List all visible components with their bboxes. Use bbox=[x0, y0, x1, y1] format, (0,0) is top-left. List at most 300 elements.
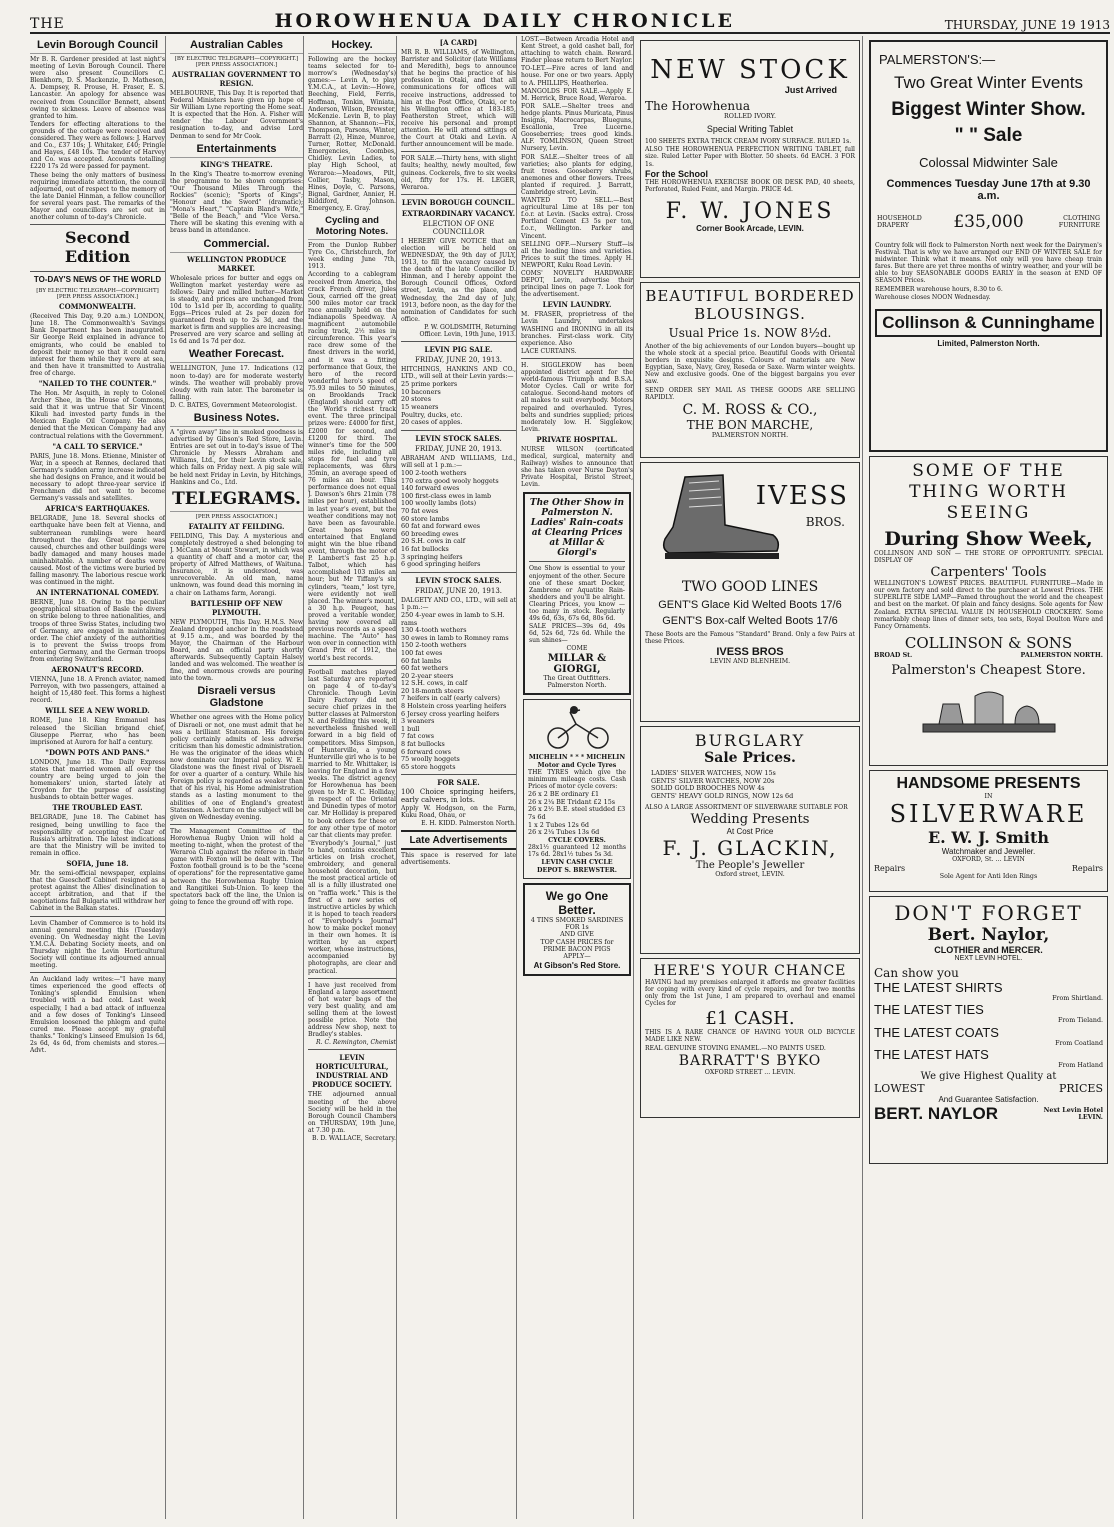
naylor-line-item: THE LATEST TIES bbox=[874, 1002, 984, 1018]
boots-heading: TWO GOOD LINES bbox=[681, 579, 819, 595]
worth-place: PALMERSTON NORTH. bbox=[1020, 651, 1103, 659]
masthead-date: THURSDAY, JUNE 19 1913 bbox=[944, 18, 1110, 32]
michelin-price-row: 26 x 2¼ Tubes 13s 6d bbox=[528, 828, 600, 837]
classified-ad: FOR SALE.—Thirty hens, with slight faults; healthy, newly moulted, few guineas. Cockerels, five to six weeks old, fifty for 17s. H. LEGER, Weraroa. bbox=[401, 155, 516, 191]
collinson-sons-ad bbox=[869, 456, 1108, 766]
jones-address: Corner Book Arcade, LEVIN. bbox=[696, 223, 804, 233]
column-5 bbox=[521, 36, 634, 1519]
burglary-item: GENTS' HEAVY GOLD RINGS, NOW 12s 6d bbox=[651, 791, 794, 800]
palm-hours: REMEMBER warehouse hours, 8.30 to 6. bbox=[875, 285, 1003, 293]
column-2 bbox=[170, 36, 304, 1519]
worth-address-row bbox=[874, 652, 1103, 659]
ross-store: THE BON MARCHE, bbox=[686, 417, 814, 432]
school-heading: For the School bbox=[645, 168, 708, 179]
divider bbox=[30, 972, 165, 973]
late-ads-text: This space is reserved for late advertisements. bbox=[401, 851, 516, 866]
stock-sale2-item: 1 bull bbox=[401, 724, 420, 733]
michelin-ad bbox=[523, 699, 631, 879]
naylor-guarantee: And Guarantee Satisfaction. bbox=[938, 1095, 1039, 1105]
naylor-can: Can show you bbox=[874, 966, 959, 980]
ross-place: PALMERSTON NORTH. bbox=[711, 431, 789, 439]
cycling-source: From the Dunlop Rubber Tyre Co., Christchurch, for week ending June 7th, 1913. bbox=[308, 242, 396, 271]
divider bbox=[401, 194, 516, 195]
divider bbox=[401, 341, 516, 342]
stock-sale2-item: 3 weaners bbox=[401, 717, 435, 726]
news-item-heading: THE TROUBLED EAST. bbox=[52, 803, 143, 813]
divider bbox=[170, 824, 303, 825]
pig-sale-item: 25 prime porkers bbox=[401, 380, 458, 389]
divider bbox=[30, 916, 165, 917]
chance-text: REAL GENUINE STOVING ENAMEL.—NO PAINTS USED. bbox=[645, 1044, 826, 1052]
worth-tools: Carpenters' Tools bbox=[930, 565, 1047, 581]
barratt-ad bbox=[640, 958, 860, 1118]
stock-sale2-item: 6 Jersey cross yearling heifers bbox=[401, 709, 500, 718]
nursery-notice: SELLING OFF.—Nursery Stuff—is all the leading lines and varieties. Prices to suit the times. Apply H. NEWPORT, Kuku Road Levin. bbox=[521, 240, 633, 269]
stock-sale2-list bbox=[401, 612, 516, 771]
wedding-heading: Wedding Presents bbox=[690, 812, 810, 828]
election-heading: ELECTION OF ONE COUNCILLOR bbox=[422, 219, 495, 236]
pig-sale-item: 20 cases of apples. bbox=[401, 418, 463, 427]
news-item-heading: "DOWN POTS AND PANS." bbox=[45, 747, 150, 757]
silver-word: SILVERWARE bbox=[889, 800, 1088, 829]
michelin-cycle-heading: CYCLE COVERS. bbox=[548, 836, 606, 844]
journal-notes: "Everybody's Journal," just to hand, contains excellent articles on Irish crochet, embroidery, and general household decoration, but the most practical article of all is a fully illustrated one on "raffia work." This is the first of a new series of instructive articles by which it is hoped to teach readers of "Everybody's Journal" how to make pocket money in their own homes. It is written by an expert worker, whose instructions, accompanied by photographs, are clear and practical. bbox=[308, 839, 396, 975]
ross-ad bbox=[640, 282, 860, 458]
glackin-ad bbox=[640, 726, 860, 954]
cycling-text: According to a cablegram received from America, the crack French driver, Jules Goux, carried off the great 500 miles motor car track race annually held on the Indianapolis Speedway. A magnificent automobile racing track, 2½ miles in circumference. This year's race drew some of the finest drivers in the world, and it was a fitting performance that Goux, the hero of the record wonderful hero's speed of 75.93 miles to 50 minutes, on Brooklands Track (England) should carry off the World's richest track event. The three principal prizes were: £4000 for first, £2000 for second, and £1200 for third. The winner's time for the 500 miles ride, including all stops for fuel and tyre replacements, was 6hrs 35min, an average speed of 76 miles an hour. This performance does not equal J. Dawson's 6hrs 21min (78 miles per hour), established in last year's event, but the weather conditions may not have been as favourable. Great hopes were entertained that England might win the blue riband event, through the motor of P. Lambert's fast 25 h.p. Talbot, which has accomplished 103 miles an hour; but Mr Tiffany's six cylinders, "team," lost tyre, were evidently not well placed. The winner's mount, a 30 h.p. Peugeot, has proved a veritable wonder, having now covered all previous records as a speed machine. The "Auto" has won over in connection with Grand Prix of 1912, the world's best records. bbox=[308, 271, 396, 662]
press-note: [BY ELECTRIC TELEGRAPH—COPYRIGHT] [PER PRESS ASSOCIATION.] bbox=[36, 288, 159, 301]
hospital-text: NURSE WILSON (certificated medical, surgical, maternity and Railway) wishes to announce that she has taken over Nurse Dayton's Private Hospital, Bristol Street, Levin. bbox=[521, 445, 633, 489]
naylor-line-from: From Hatland bbox=[1058, 1061, 1103, 1069]
stock-sale-item: 3 springing heifers bbox=[401, 552, 463, 561]
palm-sale: " " Sale bbox=[954, 125, 1023, 146]
stock-sale2-item: 150 2-tooth wethers bbox=[401, 641, 467, 650]
cables-press: [BY ELECTRIC TELEGRAPH—COPYRIGHT.] [PER PRESS ASSOCIATION.] bbox=[174, 56, 299, 68]
naylor-line-item: THE LATEST HATS bbox=[874, 1046, 989, 1062]
gibson-apply: APPLY— bbox=[563, 953, 591, 961]
council-paragraph: Tenders for effecting alterations to the grounds of the cottage were received and considered. They were as follows: J. Harvey and Co., £37 10s; J. Whitaker, £40; Pringle and Hayes, £48 10s. The tender of Harvey and Co. was accepted. Accounts totalling £220 17s 2d were passed for payment. bbox=[30, 120, 165, 171]
stock-sale-item: 100 woolly lambs (lots) bbox=[401, 499, 477, 508]
boots-text: These Boots are the Famous "Standard" Brand. Only a few Pairs at these Prices. bbox=[645, 631, 855, 646]
palm-right: CLOTHING FURNITURE bbox=[1058, 214, 1100, 229]
stock-sale2-item: 12 S.H. cows, in calf bbox=[401, 679, 468, 688]
naylor-line-from: From Coatland bbox=[1055, 1039, 1103, 1047]
news-item-heading: "NAILED TO THE COUNTER." bbox=[38, 379, 157, 388]
news-item-text: Mr. the semi-official newspaper, explains that the Gueschoff Cabinet resigned as a protest against the Allies' disinclination to accept arbitration, and that if the negotiations fail Bulgaria will withdraw her Cabinet in the Balkan states. bbox=[30, 869, 165, 913]
entertainments-text: In the King's Theatre to-morrow evening the programme to be shown comprises: "Our Thousand Miles Through the Rockies" (scenic); "Sports of Kings"; "Honour and the Sword" (dramatic); "Mona's Heart," "Captain Bland's Wife," "Belle of the Beach," and "Vice Versa." There will be skating this evening with a brass band in attendance. bbox=[170, 170, 303, 235]
stock-brand: The Horowhenua bbox=[645, 99, 751, 113]
naylor-prices: PRICES bbox=[1058, 1082, 1103, 1096]
horticultural-text: THE adjourned annual meeting of the above Society will be held in the Borough Council Chambers on THURSDAY, 19th June, at 7.30 p.m. bbox=[308, 1091, 396, 1134]
hockey-text: Following are the hockey teams selected for to-morrow's (Wednesday's) games:— Levin A, to play Y.M.C.A., at Levin:—Howe, Beeching, Field, Ferris, Hoffman, Tonkin, Winiata, Anderson, Wilson, Brewster, McKenzie. Levin B, to play Shannon, at Shannon:—Fix, Thompson, Parsons, Winter, Barratt (2), Hinze, Munroe, Turner, Rotter, McDonald. Emergencies, Coombes, Chidley. Levin Ladies, to play High School, at Weraroa:—Meadows, Pilt, Collier, Tasby, Mason, Hines, Doyle, C. Parsons, Bignal, Gardner, Annier, H. Riddiford, Johnson. Emergency, E. Gray. bbox=[308, 56, 396, 212]
ivess-bros: BROS. bbox=[805, 515, 845, 529]
chance-heading: HERE'S YOUR CHANCE bbox=[653, 963, 847, 979]
naylor-hotel: NEXT LEVIN HOTEL. bbox=[954, 955, 1023, 962]
hospital-heading: PRIVATE HOSPITAL. bbox=[536, 434, 618, 444]
ivess-ad bbox=[640, 462, 860, 722]
for-sale-heading: FOR SALE. bbox=[437, 778, 480, 788]
naylor-name: Bert. Naylor, bbox=[927, 925, 1050, 945]
smith-trade: Watchmaker and Jeweller. bbox=[941, 847, 1036, 857]
burglary-item: LADIES' SILVER WATCHES, NOW 15s bbox=[651, 769, 776, 777]
michelin-cycle-text: 28x1½ guaranteed 12 months 17s 6d. 28x1½ tubes 5s 3d. bbox=[528, 844, 626, 859]
weather-text: WELLINGTON, June 17. Indications (12 noon to-day) are for moderate westerly winds. The weather will probably prove cloudy with rain later. The barometer is falling. bbox=[170, 365, 303, 401]
hockey-heading: Hockey. bbox=[308, 39, 396, 54]
naylor-next bbox=[1044, 1107, 1103, 1122]
silver-heading: HANDSOME PRESENTS bbox=[896, 775, 1081, 792]
michelin-heading: MICHELIN * * * MICHELIN Motor and Cycle Tyres bbox=[528, 754, 626, 769]
palm-place: Limited, Palmerston North. bbox=[937, 338, 1040, 348]
ross-name: C. M. ROSS & CO., bbox=[682, 401, 818, 418]
worth-name: COLLINSON & SONS bbox=[904, 633, 1073, 652]
naylor-footer: BERT. NAYLOR bbox=[874, 1104, 999, 1124]
news-item-heading: AN INTERNATIONAL COMEDY. bbox=[36, 588, 159, 598]
chamber-notice: Levin Chamber of Commerce is to hold its annual general meeting this (Tuesday) evening. On Wednesday night the Levin Y.M.C.A. Debating Society meets, and on Thursday night the Levin Horticultural Society will continue its adjourned annual meeting. bbox=[30, 919, 165, 970]
millar-giorgi-ad bbox=[523, 492, 631, 695]
shelter-trees-notice-2: FOR SALE.—Shelter trees of all varieties; also plants for edging, fruit trees. Gooseberry shrubs, anemones and other flowers. Trees planted if required. J. Barratt, Cambridge street, Levin. bbox=[521, 153, 633, 196]
michelin-price-row: 26 x 2¼ BE Tridant £2 15s bbox=[528, 797, 616, 806]
news-item-heading: AFRICA'S EARTHQUAKES. bbox=[45, 504, 150, 514]
divider bbox=[308, 978, 396, 979]
laundry-heading: LEVIN LAUNDRY. bbox=[542, 300, 612, 310]
glackin-trade: The People's Jeweller bbox=[695, 860, 805, 872]
news-item-text: ROME, June 18. King Emmanuel has released the Sicilian brigand chief, Giuseppe Pierrar, who has been imprisoned at Aurora for half a century. bbox=[30, 717, 165, 746]
weather-signature: D. C. BATES, Government Meteorologist. bbox=[170, 401, 298, 409]
naylor-line bbox=[874, 980, 1103, 1002]
stock-sale-item: 140 forward ewes bbox=[401, 484, 460, 493]
gibson-line: PRIME BACON PIGS bbox=[543, 946, 611, 954]
chance-text: HAVING had my premises enlarged it affords me greater facilities for coping with every kind of cycle repairs, and for two months only from the 1st June, I am prepared to overhaul and enamel Cycles for bbox=[645, 979, 855, 1008]
divider bbox=[529, 561, 625, 562]
michelin-price-list bbox=[528, 791, 626, 837]
stock-tablet: Special Writing Tablet bbox=[706, 124, 794, 135]
mangolds-notice: MANGOLDS FOR SALE.—Apply E. M. Herrick, Bruce Road, Weraroa. bbox=[521, 87, 633, 102]
divider bbox=[30, 271, 165, 272]
naylor-line-item: THE LATEST COATS bbox=[874, 1024, 999, 1040]
horticultural-heading: LEVIN HORTICULTURAL, INDUSTRIAL AND PRODUCE SOCIETY. bbox=[312, 1053, 392, 1090]
stock-sale2-item: 130 4-tooth wethers bbox=[401, 626, 467, 635]
stock-sale-item: 70 fat ewes bbox=[401, 507, 439, 515]
naylor-trade: CLOTHIER and MERCER. bbox=[934, 945, 1043, 955]
smith-repairs: Repairs bbox=[874, 863, 906, 873]
for-sale-text: 100 Choice springing heifers, early calvers, in lots. bbox=[401, 788, 516, 804]
millar-place: Palmerston North. bbox=[547, 682, 607, 690]
remington-signature: R. C. Remington, Chemist bbox=[316, 1039, 396, 1047]
naylor-give: We give Highest Quality at bbox=[920, 1071, 1057, 1083]
stock-sale2-heading: LEVIN STOCK SALES. bbox=[415, 575, 502, 585]
news-item-text: LONDON, June 18. The Daily Express states that married women all over the country are being urged to join the homemakers' union, started lately at Croydon for the purpose of assisting husbands to obtain better wages. bbox=[30, 758, 165, 802]
stock-sale-item: 100 2-tooth wethers bbox=[401, 469, 467, 478]
burglary-heading: BURGLARY bbox=[694, 731, 806, 750]
stock-sale-date: FRIDAY, JUNE 20, 1913. bbox=[414, 444, 502, 453]
news-item-text: PARIS, June 18. Mons. Etienne, Minister of War, in a speech at Rennes, declared that Germany's sudden army increase indicated she had designs on France, and it would be necessary to adopt three-year service if Frenchmen did not want to become Germany's vassals and satellites. bbox=[30, 452, 165, 503]
divider bbox=[308, 1049, 396, 1050]
stock-sale-item: 6 good springing heifers bbox=[401, 560, 481, 569]
palm-name: Collinson & Cunninghame bbox=[875, 309, 1102, 337]
council-paragraph: These being the only matters of business requiring immediate attention, the council adjourned, out of respect to the memory of the late Daniel Hinman, a fellow councillor for several years past. The remarks of the Mayor and councillors are set out in another column of to-day's Chronicle. bbox=[30, 171, 165, 222]
motor-agent-notice: H. SIGGLEKOW has been appointed district agent for the world-famous Triumph and B.S.A. Motor Cycles. Call or write for catalogue. Second-hand motors of all makes to suit everybody. Motors repaired and overhauled. Tyres, belts and sundries supplied; prices moderately low. H. Sigglekow, Levin. bbox=[521, 361, 633, 433]
worth-cheap: Palmerston's Cheapest Store. bbox=[891, 663, 1086, 679]
palm-date: Commences Tuesday June 17th at 9.30 a.m. bbox=[886, 178, 1091, 202]
column-6 bbox=[638, 36, 863, 1519]
naylor-list bbox=[874, 980, 1103, 1069]
stock-sale2-item: 8 fat bullocks bbox=[401, 740, 445, 749]
smith-agent: Sole Agent for Anti Iden Rings bbox=[939, 872, 1038, 880]
gibson-line: TOP CASH PRICES for bbox=[540, 938, 614, 946]
news-item-text: BELGRADE, June 18. Several shocks of earthquake have been felt at Vienna, and subterranean rumblings were heard throughout the day. Great panic was caused, churches and other buildings were badly damaged and many houses made uninhabitable. A number of deaths were caused. Most of the victims were buried by falling masonry. The laborious rescue work was continued in the night. bbox=[30, 515, 165, 587]
naylor-forget: DON'T FORGET bbox=[894, 901, 1083, 925]
glackin-name: F. J. GLACKIN, bbox=[662, 836, 838, 861]
ivess-name: IVESS BROS bbox=[716, 646, 784, 659]
council-heading: Levin Borough Council bbox=[30, 39, 165, 54]
edition-heading: Second Edition bbox=[64, 228, 131, 267]
naylor-levin: LEVIN. bbox=[1078, 1114, 1103, 1122]
naylor-line-from: From Shirtland. bbox=[1052, 995, 1103, 1002]
world-news-heading: TO-DAY'S NEWS OF THE WORLD bbox=[33, 275, 162, 285]
burglary-sub: Sale Prices. bbox=[704, 750, 796, 766]
news-item-heading: COMMONWEALTH. bbox=[59, 302, 136, 312]
masthead-left: THE bbox=[30, 16, 65, 32]
stock-sale-heading: LEVIN STOCK SALES. bbox=[415, 433, 502, 443]
divider bbox=[30, 224, 165, 225]
stock-sale2-item: 7 fat cows bbox=[401, 732, 435, 741]
worth-street: BROAD St. bbox=[874, 651, 913, 659]
election-signature: P. W. GOLDSMITH, Returning Officer. Levin, 19th June, 1913. bbox=[419, 323, 516, 338]
palm-amount-row bbox=[877, 212, 1100, 232]
weather-heading: Weather Forecast. bbox=[170, 348, 303, 363]
palm-heading: PALMERSTON'S:— bbox=[879, 52, 996, 67]
naylor-ad bbox=[869, 896, 1108, 1164]
stock-sale-item: 170 extra good wooly hoggets bbox=[401, 476, 499, 485]
masthead-title: HOROWHENUA DAILY CHRONICLE bbox=[274, 10, 735, 32]
divider bbox=[401, 774, 516, 775]
stock-sale2-item: 20 18-month steers bbox=[401, 686, 464, 695]
stock-sale2-item: 30 ewes in lamb to Romney rams bbox=[401, 633, 509, 642]
telegram-text: NEW PLYMOUTH, This Day. H.M.S. New Zealand dropped anchor in the roadstead at 9.15 a.m., and was boarded by the Mayor, the Chairman of the Harbour Board, and an official party shortly afterwards. Subsequently Captain Halsey landed and was welcomed. The weather is fine, and enormous crowds are pouring into the town. bbox=[170, 618, 303, 683]
commercial-text: Wholesale prices for butter and eggs on Wellington market yesterday were as follows: Dairy and milled butter—Market is steady, and prices are unchanged from 10d to 1s1d per lb, according to quality. Eggs—Prices ruled at 2s per dozen for guaranteed fresh up to 2s 3d, and the market is firm and supplies are increasing. Preserved are very scarce and selling at 1s 6d and 1s 7d per doz. bbox=[170, 274, 303, 346]
naylor-line bbox=[874, 1025, 1103, 1047]
chance-price: £1 CASH. bbox=[705, 1008, 795, 1030]
rugby-text: The Management Committee of the Horowhenua Rugby Union will hold a meeting to-night, when the protest of the Weraroa Club against the referee in their game with Foxton will be dealt with. The Foxton football ground is to be the "scene of operations" for the representative game between the Horowhenua Rugby Union and Rangitikei Sub-Union. To keep the spectators back off the line, the Union is going to fence the ground off with rope. bbox=[170, 827, 303, 906]
worth-text: WELLINGTON'S LOWEST PRICES. BEAUTIFUL FURNITURE—Made in our own factory and sold direct to the purchaser at Lowest Prices. THE SUPERLITE SIDE LAMP—Famed throughout the world and the cheapest and best on the market. Of plain and fancy designs. Sole agents for New Zealand. EXTRA SPECIAL VALUE IN HOUSEHOLD CROCKERY. Some remarkably cheap lines of dinner sets, tea sets, Royal Doulton Ware and Fancy Ornaments. bbox=[874, 580, 1103, 630]
news-item-heading: WILL SEE A NEW WORLD. bbox=[45, 706, 150, 716]
cables-text: MELBOURNE, This Day. It is reported that Federal Ministers have given up hope of Sir William Lyne reporting the Home seat. It is expected that the Hon. A. Fisher will tender the Labour Government's resignation to-day, and advise Lord Denman to send for Mr Cook. bbox=[170, 90, 303, 140]
naylor-line-item: THE LATEST SHIRTS bbox=[874, 980, 1003, 995]
michelin-text: THE TYRES which give the minimum mileage costs. Cash Prices of motor cycle covers: bbox=[528, 768, 626, 791]
naylor-line bbox=[874, 1002, 1103, 1024]
burglary-item: GENTS' SILVER WATCHES, NOW 20s bbox=[651, 776, 775, 785]
michelin-price-row: 26 x 2 BE ordinary £1 bbox=[528, 790, 600, 799]
divider bbox=[401, 572, 516, 573]
vacancy-heading: EXTRAORDINARY VACANCY. bbox=[401, 208, 516, 218]
card-text: MR R. B. WILLIAMS, of Wellington, Barrister and Solicitor (late Williams and Meredith), begs to announce that he begins the practice of his profession in Otaki, and that all communications for offices will receive instructions, addressed to him at the Post Office, Otaki, or to his Wellington office at 183-185, Featherston Street, which will receive his personal and prompt attention. He will attend sittings of the Court at Otaki and Levin. A further announcement will be made. bbox=[401, 49, 516, 149]
michelin-price-row: 26 x 2½ B.E. steel studded £3 7s 6d bbox=[528, 805, 626, 822]
stock-sale2-item: 65 store hoggets bbox=[401, 762, 456, 771]
pig-sale-item: 15 weaners bbox=[401, 403, 439, 412]
burglary-list bbox=[651, 770, 849, 800]
pig-sale-list bbox=[401, 381, 516, 427]
telegram-subheading: BATTLESHIP OFF NEW PLYMOUTH. bbox=[190, 598, 283, 617]
cables-heading: Australian Cables bbox=[170, 39, 303, 54]
new-stock-sub: Just Arrived bbox=[784, 85, 837, 95]
telegram-text: FEILDING, This Day. A mysterious and completely destroyed a shed belonging to J. McCann at Mount Stewart, in which was a quantity of chaff and a motor car, the property of Alfred Matthews, of Waituna. Insurance, it is understood, was unrecoverable. An old man, name unknown, was found dead this morning in a chair on Lathams farm, Aorangi. bbox=[170, 532, 303, 597]
naylor-line-from: From Tieland. bbox=[1058, 1017, 1103, 1025]
testimonial: An Auckland lady writes:—"I have many times experienced the good effects of Tonking's splendid Emulsion when troubled with a bad cold. Last week especially, I had a bad attack of influenza and a few doses of Tonking's Linseed Emulsion loosened the phlegm and quite cured me. Please accept my grateful thanks." Tonking's Linseed Emulsion 1s 6d, 2s 6d, 4s 6d, from chemists and stores.—Advt. bbox=[30, 976, 165, 1055]
entertainments-heading: Entertainments bbox=[170, 143, 303, 158]
column-7 bbox=[867, 36, 1110, 1519]
theatre-subheading: KING'S THEATRE. bbox=[200, 159, 273, 169]
palm-text: Country folk will flock to Palmerston North next week for the Dairymen's Festival. That is why we have arranged our END OF WINTER SALE for midwinter. Think what it means. Not only will you have cheap train fares. But there are yet three months of wintry weather, and your will be able to buy SEASONABLE GOODS EARLY in the season at END OF SEASON Prices. bbox=[875, 242, 1102, 285]
gibson-ad bbox=[523, 883, 631, 976]
column-3 bbox=[308, 36, 397, 1519]
millar-text: One Show is essential to your enjoyment of the other. Secure one of these smart Docker, Zambrene or Aquatite Rain-shedders and you'll be alright. Clearing Prices, you know —too many in stock. Regularly 49s 6d, 63s, 67s 6d, 80s 6d. bbox=[529, 565, 625, 623]
stock-line: ALSO THE HOROWHENUA PERFECTION WRITING TABLET, full size. Ruled Letter Paper with Blotter. 50 sheets. 6d EACH. 3 FOR 1s. bbox=[645, 146, 855, 168]
horticultural-signature: B. D. WALLACE, Secretary. bbox=[311, 1135, 396, 1143]
burglary-text: ALSO A LARGE ASSORTMENT OF SILVERWARE SUITABLE FOR bbox=[645, 804, 848, 812]
lost-notice: LOST.—Between Arcadia Hotel and Kent Street, a gold cashet ball, for attaching to watch chain. Reward. Finder please return to Bert Naylor. bbox=[521, 36, 633, 65]
michelin-price-row: 1 x 2 Tubes 12s 6d bbox=[528, 820, 589, 829]
divider bbox=[401, 430, 516, 431]
news-item-text: BERNE, June 18. Owing to the peculiar geographical situation of Basle the divers on strike belong to three nationalities, and troops of three Swiss States, including two of Germany, are engaged in maintaining order. The chief anxiety of the authorities is to prevent the Swiss troops from entering Germany, and the German troops from entering Switzerland. bbox=[30, 599, 165, 663]
stock-sale-text: ABRAHAM AND WILLIAMS, Ltd., will sell at 1 p.m.:— bbox=[401, 454, 516, 469]
silver-in: IN bbox=[984, 793, 993, 800]
barratt-name: BARRATT'S BYKO bbox=[678, 1052, 822, 1069]
cyclist-icon bbox=[528, 704, 628, 750]
business-heading: Business Notes. bbox=[170, 412, 303, 427]
stock-sale2-item: 60 fat lambs bbox=[401, 656, 442, 665]
pig-sale-heading: LEVIN PIG SALE. bbox=[424, 345, 493, 355]
hardware-notice: COMS' NOVELTY HARDWARE DEPOT, Levin, advertise their principal lines on page 7. Look for the advertisement. bbox=[521, 270, 633, 299]
remington-ad: I have just received from England a large assortment of hot water bags of the very best quality, and am selling them at the lowest possible price. Note the address New shop, next to Bradley's stables. bbox=[308, 981, 396, 1039]
gibson-headline: We go One Better. bbox=[545, 888, 609, 917]
cables-subheading: AUSTRALIAN GOVERNMENT TO RESIGN. bbox=[172, 70, 301, 88]
news-item-heading: AERONAUT'S RECORD. bbox=[51, 665, 144, 675]
election-text: I HEREBY GIVE NOTICE that an election will be held on WEDNESDAY, the 9th day of JULY, 1913, to fill the vacancy caused by the death of the late Councillor D. Hinman, and I hereby appoint the Borough Council Offices, Oxford street, Levin, as the place, and Wednesday, the 2nd day of July, 1913, before noon, as the day for the nomination of Candidates for such office. bbox=[401, 237, 516, 323]
smith-name: E. W. J. Smith bbox=[927, 828, 1049, 848]
news-item-heading: SOFIA, June 18. bbox=[66, 858, 129, 868]
telegrams-press: [PER PRESS ASSOCIATION.] bbox=[195, 513, 278, 520]
blousings-mail: SEND ORDER SEY MAIL AS THESE GOODS ARE SELLING RAPIDLY. bbox=[645, 386, 855, 401]
stock-sale2-item: 100 fat ewes bbox=[401, 648, 443, 657]
for-sale-apply: Apply W. Hodgson, on the Farm, Kuku Road, Ohau, or bbox=[401, 804, 516, 819]
stock-sale2-item: 60 fat wethers bbox=[401, 664, 448, 673]
card-heading: [A CARD] bbox=[439, 38, 478, 47]
burglary-item: SOLID GOLD BROOCHES NOW 4s bbox=[651, 784, 765, 793]
pig-sale-item: 10 baconers bbox=[401, 387, 441, 396]
blousings-text: Another of the big achievements of our London buyers—bought up the whole stock at a special price. Beautiful Goods with Oriental borders in exquisite designs. Colours of materials are New Egyptian, Saxe, Navy, Grey, Reseda or Saxe. Warm winter weights. New and exclusive goods. One of the biggest bargains you ever saw. bbox=[645, 343, 855, 386]
worth-heading: SOME OF THE THING WORTH SEEING bbox=[909, 461, 1068, 523]
shelter-trees-notice: FOR SALE.—Shelter trees and hedge plants. Pinus Muricata, Pinus Insignis, Macrocarpas, Blueguns, Escallonia, Tree Lucerne. Gooseberries; trees good kinds. ALF. TOMLINSON, Queen Street Nursery, Levin. bbox=[521, 102, 633, 153]
palm-amount: £35,000 bbox=[953, 212, 1024, 232]
laundry-text: M. FRASER, proprietress of the Levin Laundry, undertakes WASHING and IRONING in all its branches. First-class work. City experience. Also bbox=[521, 311, 633, 347]
naylor-line bbox=[874, 1047, 1103, 1069]
divider bbox=[401, 830, 516, 832]
millar-headline: The Other Show in Palmerston N. Ladies' Rain-coats at Clearing Prices at Millar & Giorgi's bbox=[529, 498, 625, 559]
jones-name: F. W. JONES bbox=[665, 198, 835, 224]
business-text: A "given away" line in smoked goodness is advertised by Gibson's Red Store, Levin. Entries are set out in to-day's issue of The Chronicle by Messrs Abraham and Williams, Ltd., for their Levin stock sale, which falls on Friday next. A pig sale will be held next Friday in Levin, by Hitchings, Hankins and Co., Ltd. bbox=[170, 429, 303, 486]
news-item-text: VIENNA, June 18. A French aviator, named Perreyon, with two passengers, attained a height of 15,480 feet. This forms a highest record. bbox=[30, 676, 165, 705]
pig-sale-item: Poultry, ducks, etc. bbox=[401, 410, 463, 419]
millar-name: MILLAR & GIORGI, bbox=[547, 652, 607, 675]
divider bbox=[521, 358, 633, 359]
cycling-heading: Cycling and Motoring Notes. bbox=[308, 215, 396, 240]
council-notice-heading: LEVIN BOROUGH COUNCIL. bbox=[401, 197, 516, 207]
stock-sale-item: 60 store lambs bbox=[401, 514, 450, 523]
blousings-heading: BEAUTIFUL BORDERED BLOUSINGS. bbox=[645, 287, 855, 323]
stock-sale2-item: 7 heifers in calf (early calvers) bbox=[401, 694, 501, 703]
pig-sale-text: HITCHINGS, HANKINS AND CO., LTD., will sell at their Levin yards:— bbox=[401, 366, 516, 381]
stock-sale2-item: 75 woolly hoggets bbox=[401, 755, 460, 764]
boots-line: GENT'S Glace Kid Welted Boots 17/6 bbox=[658, 599, 842, 611]
stock-rolled: ROLLED IVORY. bbox=[724, 113, 776, 120]
news-item-text: The Hon. Mr Asquith, in reply to Colonel Archer Shee, in the House of Commons, said that it was untrue that Sir Vincent Kikuli had invested party funds in the Mexican Eagle Oil Company. He also denied that the Mexican Company had any contractual relations with the Government. bbox=[30, 390, 165, 440]
council-paragraph: Mr B. R. Gardener presided at last night's meeting of Levin Borough Council. There were also present Councillors C. Blenkhorn, D. S. Mackenzie, D. Matheson, A. Dempsey, R. Prouse, H. Fraser, E. S. Lancaster. An apology for absence was received from Councillor Bennett, absent owing to sickness. Leave of absence was granted to him. bbox=[30, 56, 165, 120]
news-item-text: BELGRADE, June 18. The Cabinet has resigned, being unwilling to face the responsibility of accepting the Czar of Russia's arbitration. The latest indications are that the Ministry will be invited to remain in office. bbox=[30, 814, 165, 857]
collinson-cunninghame-ad bbox=[869, 40, 1108, 452]
palm-close: Warehouse closes NOON Wednesday. bbox=[875, 293, 991, 301]
palm-left: HOUSEHOLD DRAPERY bbox=[877, 214, 922, 229]
naylor-lowest-row bbox=[874, 1082, 1103, 1095]
palm-events: Two Great Winter Events bbox=[894, 73, 1083, 92]
new-stock-heading: NEW STOCK bbox=[650, 55, 850, 85]
masthead bbox=[30, 8, 1110, 34]
stock-sale2-item: 6 forward cows bbox=[401, 747, 451, 756]
divider bbox=[401, 151, 516, 152]
telegrams-heading: TELEGRAMS. bbox=[170, 489, 303, 512]
to-let-notice: TO-LET.—Five acres of land and house. For one or two years. Apply to A. PHILLIPS, Heatherlea. bbox=[521, 65, 633, 87]
cycle-depot: LEVIN CASH CYCLE DEPOT S. BREWSTER. bbox=[537, 859, 617, 874]
stock-sale-item: 16 fat bullocks bbox=[401, 544, 449, 553]
lime-notice: WANTED TO SELL.—Best agricultural Lime at 18s per ton f.o.r. at Levin. (Sacks extra). Cross Portland Cement £3 5s per ton, f.o.r., Wellington. Parker and Vincent. bbox=[521, 197, 633, 240]
stock-sale-item: 100 first-class ewes in lamb bbox=[401, 491, 492, 500]
commercial-heading: Commercial. bbox=[170, 238, 303, 253]
commercial-subheading: WELLINGTON PRODUCE MARKET. bbox=[186, 254, 287, 273]
telegram-subheading: FATALITY AT FEILDING. bbox=[188, 521, 285, 531]
late-ads-heading: Late Advertisements bbox=[401, 835, 516, 850]
column-4 bbox=[401, 36, 517, 1519]
news-item-heading: "A CALL TO SERVICE." bbox=[52, 441, 143, 451]
news-item-text: (Received This Day, 9.20 a.m.) LONDON, June 18. The Commonwealth's Savings Bank Department has been inaugurated. Sir George Reid explained in advance to emigrants, who could be enabled to deposit their money so that it could earn interest for them while they were at sea, and then have it transmitted to Australia free of charge. bbox=[30, 313, 165, 377]
divider bbox=[308, 665, 396, 666]
millar-prices: SALE PRICES—39s 6d, 49s 6d, 52s 6d, 72s 6d. While the sun shines— bbox=[529, 623, 625, 645]
school-text: THE HOROWHENUA EXERCISE BOOK OR DESK PAD, 40 sheets, Perforated, Ruled Feint, and Margin. PRICE 4d. bbox=[645, 178, 855, 193]
palm-show: Biggest Winter Show. bbox=[891, 99, 1086, 120]
gibson-name: At Gibson's Red Store. bbox=[533, 960, 621, 970]
smith-address: OXFORD, St. ... LEVIN bbox=[952, 856, 1025, 864]
ivess-place: LEVIN AND BLENHEIM. bbox=[709, 658, 791, 666]
naylor-next-text: Next Levin Hotel bbox=[1043, 1106, 1103, 1114]
local-notes: Football matches played last Saturday are reported on page 4 of to-day's Chronicle. Though Levin Dairy Factory did not secure chief prizes in the butter classes at Palmerston N. and Feilding this week, it nevertheless finished well forward in a big field of competitors. Miss Simpson, of Hunterville, a young Hunterville girl who is to be married to Mr. Whittaker, is leaving for England in a few weeks. The district agency for Horowhenua has been given to Mr R. C. Holliday, in respect of the Oriental and Dunedin types of motor car. Mr Holliday is prepared to book orders for these or for any other type of motor car that clients may prefer. bbox=[308, 668, 396, 839]
stock-line: 100 SHEETS EXTRA THICK CREAM IVORY SURFACE. RULED 1s. bbox=[645, 138, 852, 146]
millar-come: COME bbox=[566, 645, 588, 653]
blousings-price: Usual Price 1s. NOW 8½d. bbox=[668, 326, 832, 340]
cost-price: At Cost Price bbox=[726, 827, 774, 837]
chance-text: THIS IS A RARE CHANCE OF HAVING YOUR OLD BICYCLE MADE LIKE NEW. bbox=[645, 1029, 855, 1044]
pig-sale-date: FRIDAY, JUNE 20, 1913. bbox=[414, 356, 502, 365]
naylor-footer-row bbox=[874, 1104, 1103, 1124]
stock-sale-item: 60 fat and forward ewes bbox=[401, 522, 481, 531]
jones-ad bbox=[640, 40, 860, 278]
ivess-brand: IVESS bbox=[755, 481, 849, 511]
stock-sale2-item: 20 2-year steers bbox=[401, 671, 454, 680]
stock-sale-item: 60 breeding ewes bbox=[401, 529, 459, 538]
millar-sub: The Great Outfitters. bbox=[543, 674, 611, 682]
disraeli-heading: Disraeli versus Gladstone bbox=[170, 685, 303, 712]
disraeli-text: Whether one agrees with the Home policy of Disraeli or not, one must admit that he was a brilliant Statesman. His foreign policy certainly admits of less adverse criticism than his domestic administration. He was the originator of the ideas which now dominate our Imperial policy. W. E. Gladstone was the finest rival of Disraeli for over a quarter of a century. While his Foreign policy is regarded as weaker than that of his rival, his Home administration stands as a lasting monument to the abilities of one of England's greatest Statesmen. A lecture on the subject will be given on Wednesday evening. bbox=[170, 714, 303, 821]
column-1 bbox=[30, 36, 166, 1519]
stock-sale-item: 20 S.H. cows in calf bbox=[401, 537, 466, 546]
stock-sale2-text: DALGETY AND CO., LTD., will sell at 1 p.m.:— bbox=[401, 596, 516, 611]
